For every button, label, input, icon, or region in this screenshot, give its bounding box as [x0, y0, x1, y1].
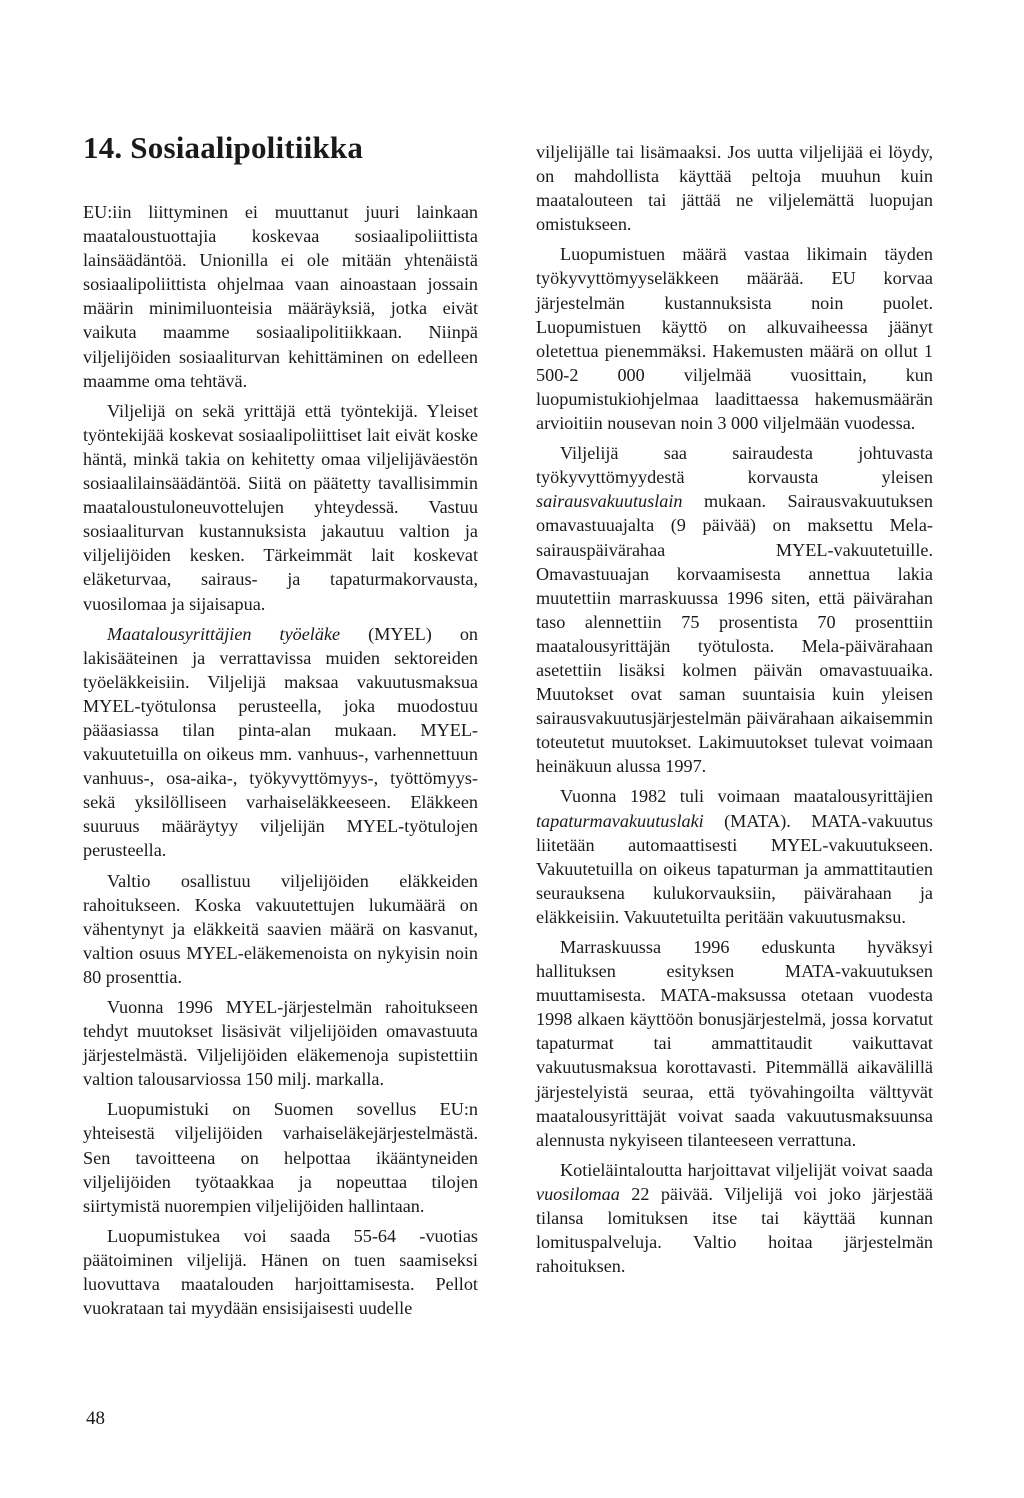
paragraph-text: Kotieläintaloutta harjoittavat viljelijät voivat saada	[560, 1159, 933, 1180]
paragraph	[536, 1158, 933, 1278]
paragraph-text: Vuonna 1982 tuli voimaan maatalousyrittäjien	[560, 786, 933, 807]
paragraph: Vuonna 1996 MYEL-järjestelmän rahoitukseen tehdyt muutokset lisäsivät viljelijöiden omavastuuta järjestelmästä. Viljelijöiden eläkemenoja supistettiin valtion talousarviossa 150 milj. markalla.	[83, 997, 478, 1090]
paragraph	[536, 441, 933, 778]
paragraph-text: (MYEL) on lakisääteinen ja verrattavissa muiden sektoreiden työeläkkeisiin. Viljelijä maksaa vakuutusmaksua MYEL-työtulonsa perusteella, joka muodostuu pääasiassa tilan pinta-alan mukaan. MYEL-vakuutetuilla on oikeus mm. vanhuus-, varhennettuun vanhuus-, osa-aika-, työkyvyttömyys-, työttömyys- sekä yksilölliseen varhaiseläkkeeseen. Eläkkeen suuruus määräytyy viljelijän MYEL-työtulojen perusteella.	[83, 623, 479, 861]
paragraph-text: mukaan. Sairausvakuutuksen omavastuuajalta (9 päivää) on maksettu Mela-sairauspäivärahaa MYEL-vakuutetuille. Omavastuuajan korvaamisesta annettua lakia muutettiin marraskuussa 1996 siten, että päivärahan taso alennettiin 75 prosentista 70 prosenttiin maatalousyrittäjän työtulosta. Mela-päivärahaan asetettiin lisäksi kolmen päivän omavastuuaika. Muutokset ovat saman suuntaisia kuin yleisen sairausvakuutusjärjestelmän päivärahaan aikaisemmin toteutetut muutokset. Lakimuutokset tulevat voimaan heinäkuun alussa 1997.	[536, 491, 933, 777]
paragraph	[536, 784, 933, 929]
paragraph: Luopumistuki on Suomen sovellus EU:n yhteisestä viljelijöiden varhaiseläkejärjestelmästä. Sen tavoitteena on helpottaa ikääntyneiden viljelijöiden työtaakkaa ja nopeuttaa tilojen siirtymistä nuorempien viljelijöiden hallintaan.	[83, 1099, 478, 1216]
section-heading: 14. Sosiaalipolitiikka	[83, 130, 364, 165]
paragraph	[83, 622, 478, 863]
paragraph: Viljelijä on sekä yrittäjä että työntekijä. Yleiset työntekijää koskevat sosiaalipoliittiset lait eivät koske häntä, minkä takia on kehitetty omaa viljelijäväestön sosiaalilainsäädäntöä. Siitä on päätetty tavallisimmin maataloustuloneuvottelujen yhteydessä. Vastuu sosiaaliturvan kustannuksista jakautuu valtion ja viljelijöiden kesken. Tärkeimmät lait koskevat eläketurvaa, sairaus- ja tapaturmakorvausta, vuosilomaa ja sijaisapua.	[83, 400, 478, 614]
paragraph: Luopumistuen määrä vastaa likimain täyden työkyvyttömyyseläkkeen määrää. EU korvaa järjestelmän kustannuksista noin puolet. Luopumistuen käyttö on alkuvaiheessa jäänyt oletettua pienemmäksi. Hakemusten määrä on ollut 1 500-2 000 viljelmää vuosittain, kun luopumistukiohjelmaa laadittaessa hakemusmäärän arvioitiin nousevan noin 3 000 viljelmään vuodessa.	[536, 244, 933, 434]
paragraph-text: Viljelijä saa sairaudesta johtuvasta työkyvyttömyydestä korvausta yleisen	[536, 443, 933, 488]
paragraph: EU:iin liittyminen ei muuttanut juuri lainkaan maataloustuottajia koskevaa sosiaalipoliittista lainsäädäntöä. Unionilla ei ole mitään yhtenäistä sosiaalipoliittista ohjelmaa vaan ainoastaan jossain määrin minimiluonteisia määräyksiä, jotka eivät vaikuta maamme sosiaalipolitiikkaan. Niinpä viljelijöiden sosiaaliturvan kehittäminen on edelleen maamme oma tehtävä.	[83, 202, 478, 391]
paragraph: viljelijälle tai lisämaaksi. Jos uutta viljelijää ei löydy, on mahdollista käyttää peltoja muuhun kuin maatalouteen tai jättää ne viljelemättä luopujan omistukseen.	[536, 142, 933, 235]
paragraph: Luopumistukea voi saada 55-64 -vuotias päätoiminen viljelijä. Hänen on tuen saamiseksi luovuttava maatalouden harjoittamisesta. Pellot vuokrataan tai myydään ensisijaisesti uudelle	[83, 1225, 478, 1319]
paragraph-text: 22 päivää. Viljelijä voi joko järjestää tilansa lomituksen itse tai käyttää kunnan lomituspalveluja. Valtio hoitaa järjestelmän rahoituksen.	[536, 1183, 933, 1277]
italic-term: Maatalousyrittäjien työeläke	[107, 623, 341, 644]
italic-term: tapaturmavakuutuslaki	[536, 810, 704, 831]
italic-term: sairausvakuutuslain	[536, 491, 683, 512]
right-column	[536, 140, 933, 1284]
left-column	[83, 200, 478, 1326]
paragraph-text: (MATA). MATA-vakuutus liitetään automaattisesti MYEL-vakuutukseen. Vakuutetuilla on oikeus tapaturman ja ammattitautien seurauksena kulukorvauksiin, päivärahaan ja eläkkeisiin. Vakuutetuilta peritään vakuutusmaksu.	[536, 810, 933, 927]
paragraph: Valtio osallistuu viljelijöiden eläkkeiden rahoitukseen. Koska vakuutettujen lukumäärä on vähentynyt ja eläkkeitä saavien määrä on kasvanut, valtion osuus MYEL-eläkemenoista on nykyisin noin 80 prosenttia.	[83, 870, 478, 987]
italic-term: vuosilomaa	[536, 1183, 620, 1204]
page-number: 48	[86, 1408, 105, 1429]
paragraph: Marraskuussa 1996 eduskunta hyväksyi hallituksen esityksen MATA-vakuutuksen muuttamisesta. MATA-maksussa otetaan vuodesta 1998 alkaen käyttöön bonusjärjestelmä, jossa korvatut tapaturmat tai ammattitaudit vaikuttavat vakuutusmaksua korottavasti. Pitemmällä aikavälillä järjestelyistä seuraa, että työvahingoilta välttyvät maatalousyrittäjät voivat saada vakuutusmaksuunsa alennusta nykyiseen tilanteeseen verrattuna.	[536, 937, 933, 1150]
